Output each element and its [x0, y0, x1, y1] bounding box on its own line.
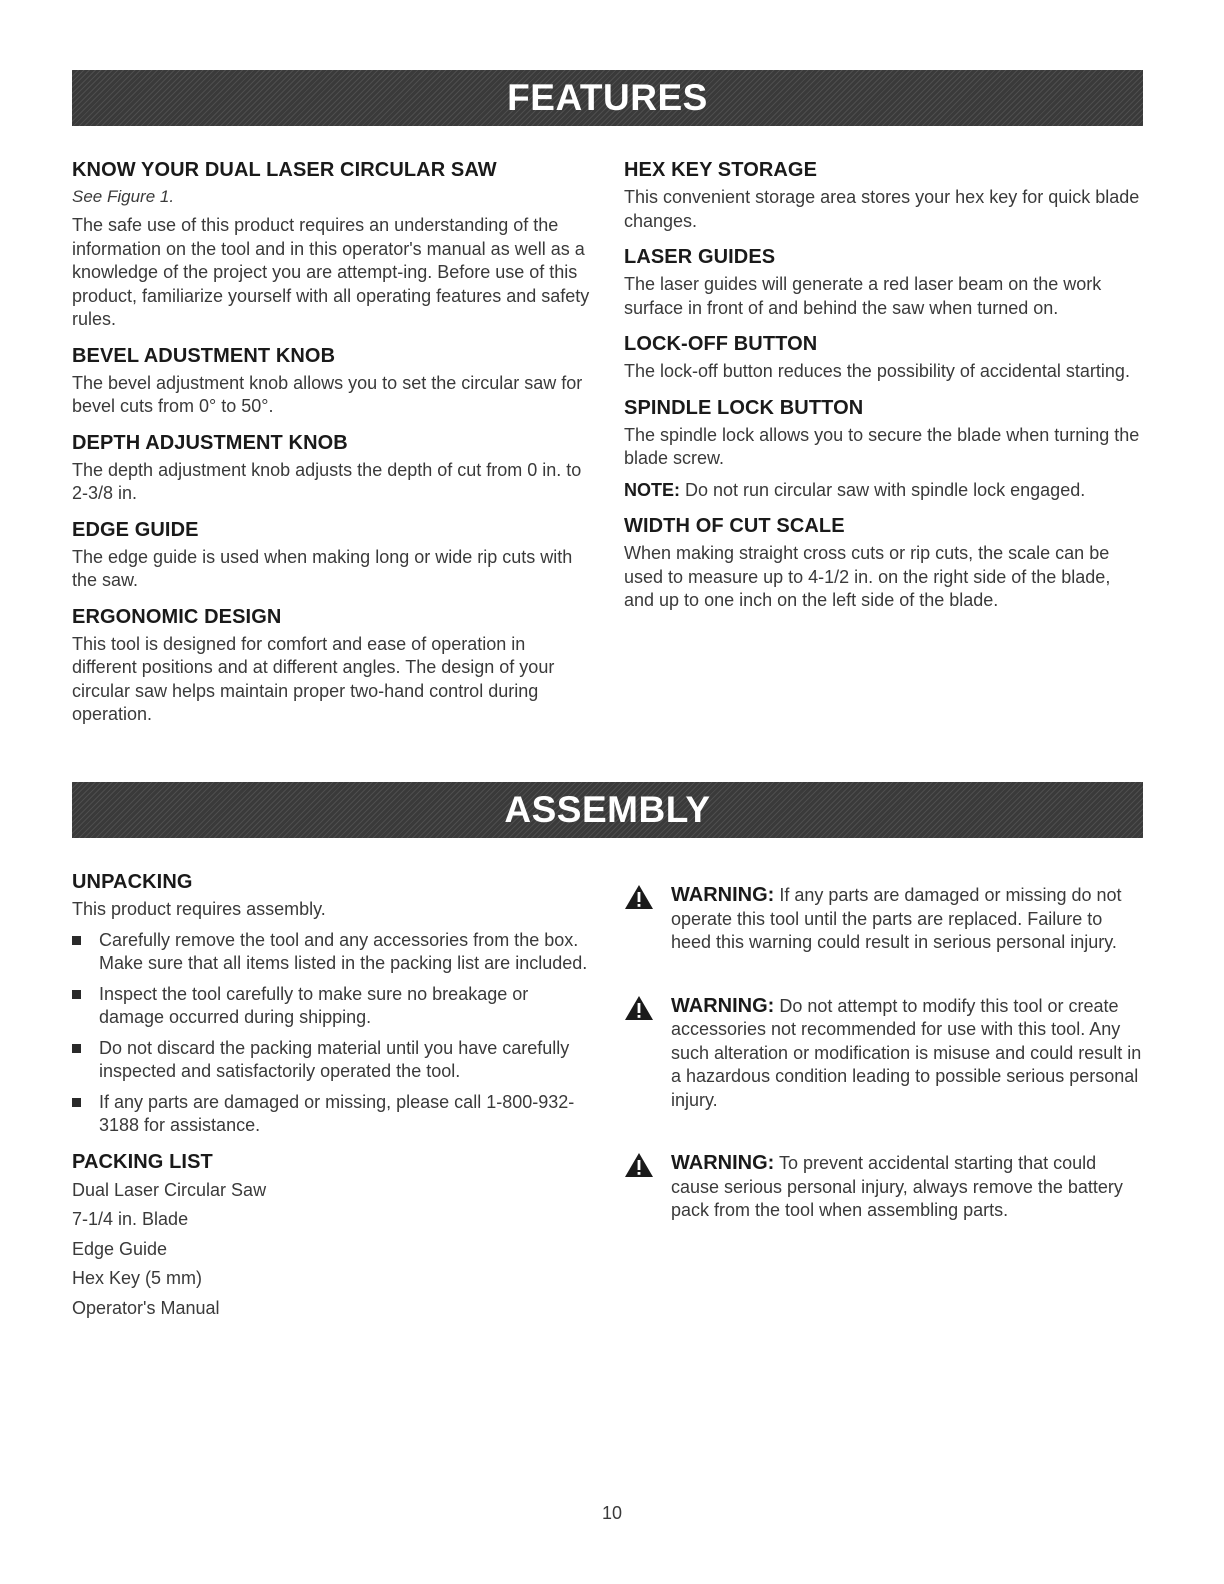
- section-body: The spindle lock allows you to secure the blade when turning the blade screw.: [624, 424, 1140, 468]
- packing-list-section: [72, 1149, 592, 1321]
- warning-text: [671, 995, 1144, 1113]
- feature-section-laser-guides: [624, 244, 1142, 320]
- list-item: [72, 983, 592, 1030]
- warning-label: WARNING:: [671, 994, 775, 1017]
- section-heading: UNPACKING: [72, 871, 193, 893]
- bullet-square-icon: [72, 1044, 81, 1053]
- warning-text: [671, 884, 1144, 955]
- feature-section-depth-knob: [72, 430, 592, 506]
- section-body: The edge guide is used when making long or wide rip cuts with the saw.: [72, 546, 573, 590]
- section-heading: DEPTH ADJUSTMENT KNOB: [72, 431, 348, 454]
- warning-triangle-icon: [624, 1152, 654, 1178]
- section-heading: ERGONOMIC DESIGN: [72, 605, 282, 628]
- packing-list-item: Dual Laser Circular Saw: [72, 1179, 267, 1200]
- features-left-column: [72, 157, 592, 738]
- section-heading: BEVEL ADUSTMENT KNOB: [72, 344, 336, 367]
- section-body: This convenient storage area stores your hex key for quick blade changes.: [624, 187, 1140, 231]
- packing-list-item: Edge Guide: [72, 1238, 168, 1259]
- bullet-square-icon: [72, 936, 81, 945]
- list-item-text: Carefully remove the tool and any accessories from the box. Make sure that all items listed in the packing list are included.: [99, 929, 588, 973]
- section-heading: LOCK-OFF BUTTON: [624, 333, 818, 355]
- section-body: The safe use of this product requires an understanding of the information on the tool and in this operator's manual as well as a knowledge of the project you are attempt-ing. Before use of this product, familiarize yourself with all operating features and safety rules.: [72, 215, 590, 329]
- assembly-left-column: [72, 869, 592, 1331]
- packing-list-item: 7-1/4 in. Blade: [72, 1209, 189, 1229]
- feature-section-ergonomic-design: [72, 604, 592, 727]
- warning-block: [624, 1152, 1144, 1223]
- feature-section-hex-key-storage: [624, 157, 1142, 233]
- warning-text: [671, 1152, 1144, 1223]
- packing-list-item: Hex Key (5 mm): [72, 1268, 203, 1288]
- feature-section-know-your-saw: [72, 157, 592, 332]
- list-item-text: Inspect the tool carefully to make sure no breakage or damage occurred during shipping.: [99, 983, 529, 1027]
- unpacking-bullet-list: [72, 929, 592, 1138]
- unpacking-section: [72, 869, 592, 1138]
- list-item: [72, 1037, 592, 1084]
- features-banner: [72, 70, 1143, 126]
- bullet-square-icon: [72, 1098, 81, 1107]
- packing-list-item: Operator's Manual: [72, 1297, 220, 1318]
- note-label: NOTE:: [624, 479, 680, 500]
- section-heading: KNOW YOUR DUAL LASER CIRCULAR SAW: [72, 159, 497, 181]
- warning-label: WARNING:: [671, 884, 775, 906]
- section-heading: SPINDLE LOCK BUTTON: [624, 396, 864, 419]
- warning-triangle-icon: [624, 884, 654, 910]
- warning-body: To prevent accidental starting that could cause serious personal injury, always remove the battery pack from the tool when assembling parts.: [671, 1153, 1123, 1220]
- assembly-banner: [72, 782, 1143, 838]
- assembly-right-column: [624, 884, 1144, 1263]
- section-body: This tool is designed for comfort and ease of operation in different positions and at different angles. The design of your circular saw helps maintain proper two-hand control during operation.: [72, 633, 555, 724]
- warning-body: If any parts are damaged or missing do not operate this tool until the parts are replaced. Failure to heed this warning could result in serious personal injury.: [671, 885, 1122, 952]
- note-text: Do not run circular saw with spindle lock engaged.: [680, 479, 1086, 500]
- feature-section-bevel-knob: [72, 343, 592, 419]
- feature-section-width-of-cut-scale: [624, 513, 1142, 613]
- bullet-square-icon: [72, 990, 81, 999]
- page-number: 10: [601, 1503, 623, 1523]
- section-heading: HEX KEY STORAGE: [624, 159, 818, 181]
- section-body: The laser guides will generate a red laser beam on the work surface in front of and behind the saw when turned on.: [624, 274, 1102, 318]
- section-body: The bevel adjustment knob allows you to set the circular saw for bevel cuts from 0° to 50°.: [72, 372, 583, 416]
- section-body: When making straight cross cuts or rip cuts, the scale can be used to measure up to 4-1/2 in. on the right side of the blade, and up to one inch on the left side of the blade.: [624, 543, 1111, 610]
- unpacking-intro: This product requires assembly.: [72, 899, 326, 919]
- warning-body: Do not attempt to modify this tool or create accessories not recommended for use with this tool. Any such alteration or modification is misuse and could result in a hazardous condition leading to possible serious personal injury.: [671, 995, 1142, 1110]
- feature-section-spindle-lock: [624, 395, 1142, 503]
- feature-section-lock-off-button: [624, 331, 1142, 384]
- section-heading: WIDTH OF CUT SCALE: [624, 515, 845, 537]
- warning-label: WARNING:: [671, 1152, 775, 1174]
- section-heading: PACKING LIST: [72, 1150, 213, 1173]
- section-body: The depth adjustment knob adjusts the depth of cut from 0 in. to 2-3/8 in.: [72, 459, 582, 503]
- assembly-title: ASSEMBLY: [504, 789, 711, 830]
- list-item-text: If any parts are damaged or missing, please call 1-800-932-3188 for assistance.: [99, 1091, 575, 1135]
- features-right-column: [624, 157, 1142, 624]
- warning-block: [624, 995, 1144, 1113]
- section-heading: EDGE GUIDE: [72, 518, 199, 541]
- feature-section-edge-guide: [72, 517, 592, 593]
- warning-triangle-icon: [624, 995, 654, 1021]
- section-heading: LASER GUIDES: [624, 246, 776, 268]
- warning-block: [624, 884, 1144, 955]
- list-item-text: Do not discard the packing material until you have carefully inspected and satisfactorily operated the tool.: [99, 1037, 570, 1081]
- features-title: FEATURES: [507, 77, 708, 118]
- section-body: The lock-off button reduces the possibility of accidental starting.: [624, 361, 1130, 381]
- list-item: [72, 929, 592, 976]
- figure-reference: See Figure 1.: [72, 187, 175, 206]
- note: [624, 479, 1142, 503]
- list-item: [72, 1091, 592, 1138]
